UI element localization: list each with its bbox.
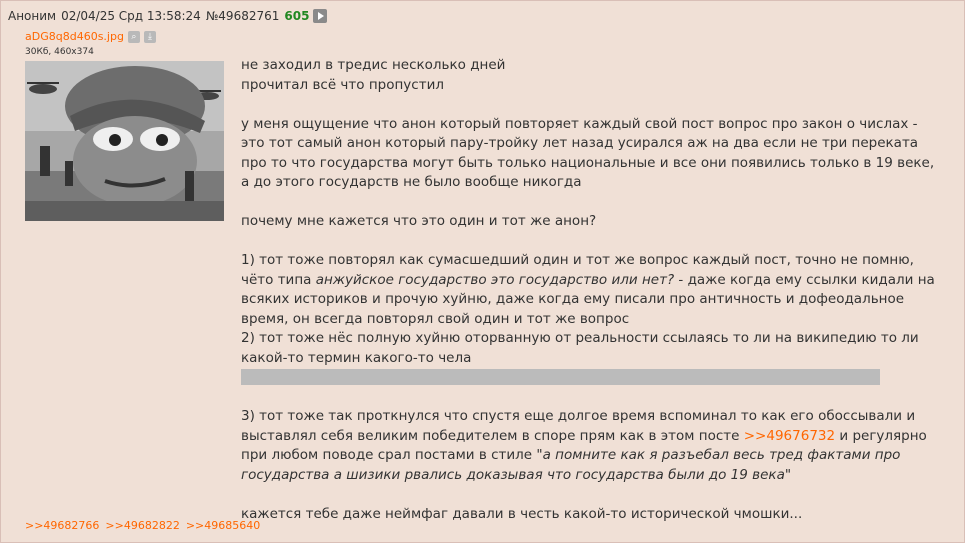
p4-italic: анжуйское государство это государство или нет? [315, 271, 675, 288]
p4-text-a: 1) тот тоже повторял как сумасшедший один и тот же вопрос каждый пост, точно не помню, чёто типа [241, 252, 914, 288]
file-info [25, 30, 156, 44]
body-paragraph-3: почему мне кажется что это один и тот же анон? [241, 213, 597, 229]
body-line-1: не заходил в тредис несколько дней [241, 57, 506, 73]
post-author: Аноним [8, 9, 57, 23]
p5-text: 2) тот тоже нёс полную хуйню оторванную от реальности ссылаясь то ли на википедию то ли какой-то термин какого-то чела [241, 330, 919, 366]
p6-italic: "а помните как я разъебал весь тред фактами про государства а шизики рвались доказывая что государства были до 19 века" [241, 447, 901, 483]
reply-link[interactable]: >>49685640 [185, 519, 261, 532]
file-name-link[interactable]: aDG8q8d460s.jpg [25, 30, 124, 43]
spoiler-1[interactable] [241, 369, 880, 385]
download-icon[interactable]: ⤓ [144, 31, 156, 43]
post-date: 02/04/25 Срд 13:58:24 [61, 9, 201, 23]
pepe-soldier-image [25, 61, 224, 221]
quote-link[interactable]: >>49676732 [743, 427, 836, 444]
body-paragraph-6 [241, 407, 941, 485]
body-line-2: прочитал всё что пропустил [241, 76, 444, 93]
p4-text-b: - даже когда ему ссылки кидали на всяких историков и прочую хуйню, даже когда ему писали про античность и дофеодальное время, он всегда повторял свой один и тот же вопрос [241, 271, 935, 327]
body-paragraph-4 [241, 251, 941, 329]
body-paragraph-7: кажется тебе даже неймфаг давали в честь какой-то исторической чмошки... [241, 505, 803, 522]
post-header [8, 8, 327, 24]
post-image-thumbnail[interactable] [25, 61, 224, 221]
search-image-icon[interactable]: ⌕ [128, 31, 140, 43]
post-body [241, 56, 941, 524]
post-number[interactable]: №49682761 [205, 9, 280, 23]
file-meta: 30Кб, 460x374 [25, 47, 94, 57]
body-paragraph-5 [241, 329, 941, 388]
reply-link[interactable]: >>49682822 [105, 519, 180, 532]
p6-text-b: и регулярно при любом поводе срал постами в стиле [241, 427, 927, 463]
p6-text-a: 3) тот тоже так проткнулся что спустя еще долгое время вспоминал то как его обоссывали и выставлял себя великим победителем в споре прям как в этом посте [241, 408, 916, 444]
replies-list [25, 519, 266, 533]
reply-link[interactable]: >>49682766 [25, 519, 100, 532]
post-count: 605 [284, 9, 310, 23]
post-menu-icon[interactable] [313, 9, 327, 23]
body-paragraph-2: у меня ощущение что анон который повторяет каждый свой пост вопрос про закон о числах - это тот самый анон который пару-тройку лет назад усирался аж на два если не три переката про то что государства могут быть только национальные и все они появились только в 19 веке, а до этого государств не было вообще никогда [241, 115, 935, 190]
